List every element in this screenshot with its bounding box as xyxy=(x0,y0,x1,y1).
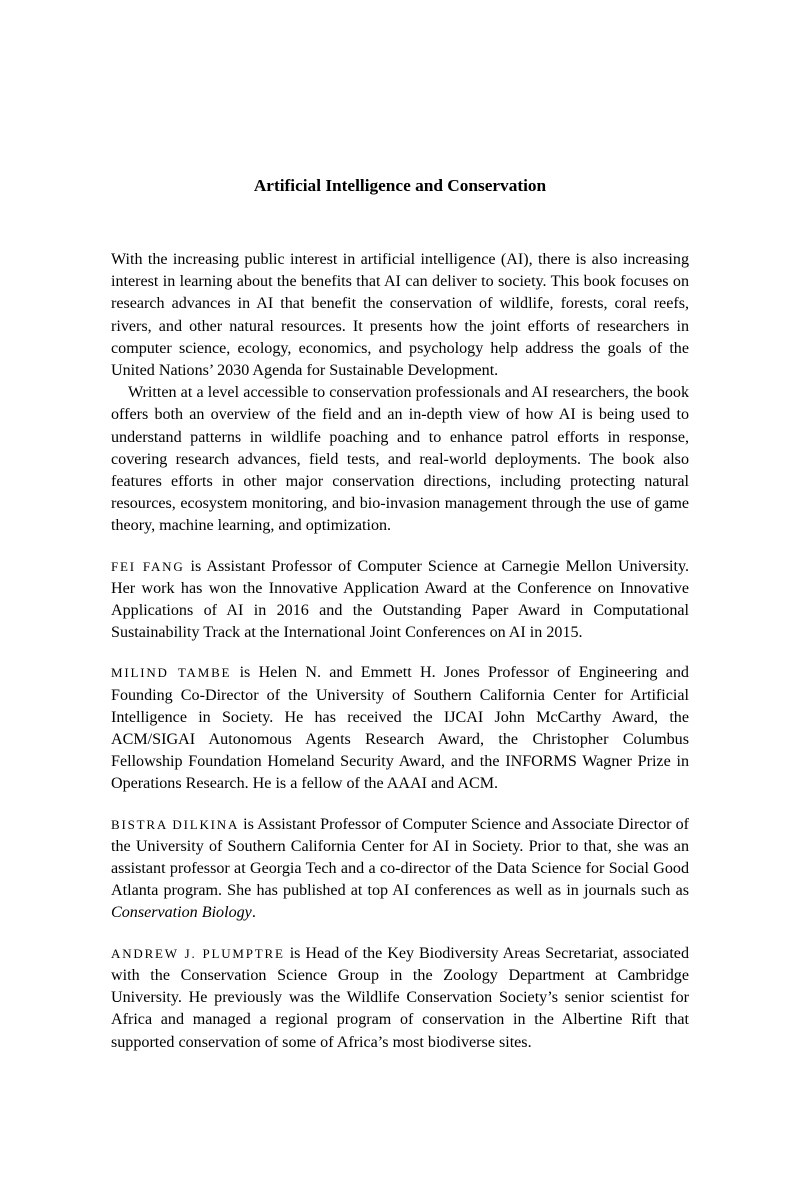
description-paragraph-2: Written at a level accessible to conservation professionals and AI researchers, the book offers both an overview of the field and an in-depth view of how AI is being used to understand patterns in wildlife poaching and to enhance patrol efforts in response, covering research advances, field tests, and real-world deployments. The book also features efforts in other major conservation directions, including protecting natural resources, ecosystem monitoring, and bio-invasion management through the use of game theory, machine learning, and optimization. xyxy=(111,384,689,535)
author-bio-text: is Assistant Professor of Computer Science and Associate Director of the University of Southern California Center for AI in Society. Prior to that, she was an assistant professor at Georgia Tech and a co-director of the Data Science for Social Good Atlanta program. She has published at top AI conferences as well as in journals such as xyxy=(111,815,689,900)
author-bio-milind-tambe xyxy=(111,662,689,795)
author-name: BISTRA DILKINA xyxy=(111,816,240,832)
description-paragraph-1: With the increasing public interest in artificial intelligence (AI), there is also increasing interest in learning about the benefits that AI can deliver to society. This book focuses on research advances in AI that benefit the conservation of wildlife, forests, coral reefs, rivers, and other natural resources. It presents how the joint efforts of researchers in computer science, ecology, economics, and psychology help address the goals of the United Nations’ 2030 Agenda for Sustainable Development. xyxy=(111,251,689,380)
author-bio-bistra-dilkina xyxy=(111,814,689,925)
author-bio-andrew-plumptre xyxy=(111,943,689,1054)
book-description xyxy=(111,249,689,1054)
author-bio-fei-fang xyxy=(111,556,689,645)
author-bio-text: is Helen N. and Emmett H. Jones Professor of Engineering and Founding Co-Director of the University of Southern California Center for Artificial Intelligence in Society. He has received the IJCAI John McCarthy Award, the ACM/SIGAI Autonomous Agents Research Award, the Christopher Columbus Fellowship Foundation Homeland Security Award, and the INFORMS Wagner Prize in Operations Research. He is a fellow of the AAAI and ACM. xyxy=(111,664,689,793)
author-bio-text: is Assistant Professor of Computer Science at Carnegie Mellon University. Her work has won the Innovative Application Award at the Conference on Innovative Applications of AI in 2016 and the Outstanding Paper Award in Computational Sustainability Track at the International Joint Conferences on AI in 2015. xyxy=(111,557,689,642)
book-title: Artificial Intelligence and Conservation xyxy=(253,176,547,195)
author-bio-text: is Head of the Key Biodiversity Areas Secretariat, associated with the Conservation Science Group in the Zoology Department at Cambridge University. He previously was the Wildlife Conservation Society’s senior scientist for Africa and managed a regional program of conservation in the Albertine Rift that supported conservation of some of Africa’s most biodiverse sites. xyxy=(111,944,689,1051)
author-name: MILIND TAMBE xyxy=(111,665,232,681)
author-name: FEI FANG xyxy=(111,558,185,574)
author-bio-text-end: . xyxy=(251,904,256,922)
journal-title: Conservation Biology xyxy=(111,904,252,922)
author-name: ANDREW J. PLUMPTRE xyxy=(111,945,285,961)
